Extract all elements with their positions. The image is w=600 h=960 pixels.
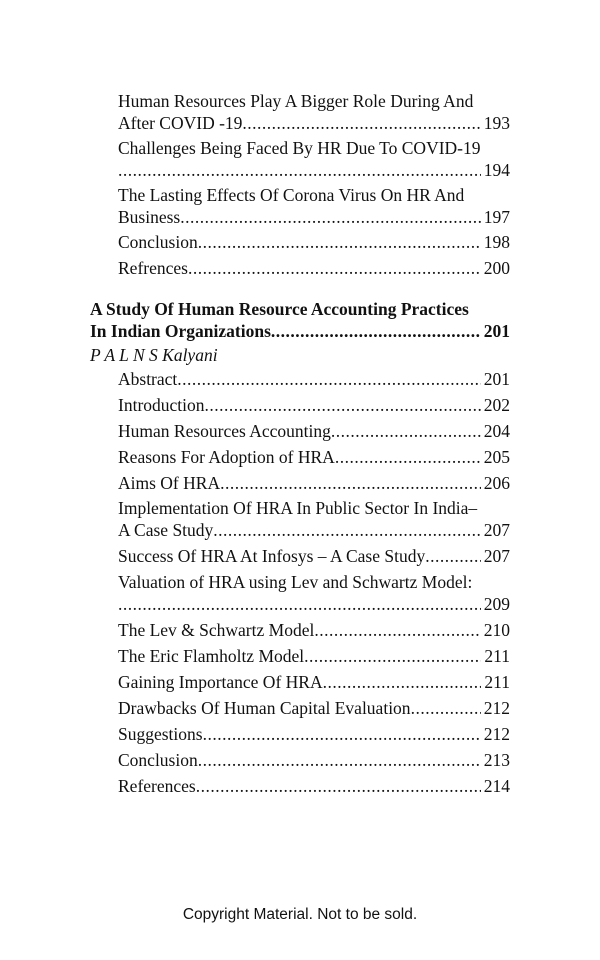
toc-entry[interactable] xyxy=(118,775,510,797)
dot-leader xyxy=(118,593,481,615)
dot-leader xyxy=(425,545,481,567)
toc-entry[interactable] xyxy=(118,545,510,567)
toc-entry[interactable] xyxy=(118,90,510,134)
toc-entry-title: Introduction xyxy=(118,395,205,415)
toc-page-number: 200 xyxy=(483,258,510,278)
toc-entry[interactable] xyxy=(118,671,510,693)
copyright-notice: Copyright Material. Not to be sold. xyxy=(182,906,418,923)
toc-entry[interactable] xyxy=(118,137,510,181)
toc-entry[interactable] xyxy=(118,697,510,719)
toc-page-number: 197 xyxy=(483,207,510,227)
toc-entry-title: Gaining Importance Of HRA xyxy=(118,672,323,692)
dot-leader xyxy=(118,159,481,181)
dot-leader xyxy=(304,645,481,667)
toc-entry-title: Drawbacks Of Human Capital Evaluation xyxy=(118,698,411,718)
toc-entry-title-line: Valuation of HRA using Lev and Schwartz Model: xyxy=(118,572,473,592)
toc-entry[interactable] xyxy=(118,472,510,494)
toc-page-number: 193 xyxy=(483,113,510,133)
toc-entry-title: Refrences xyxy=(118,258,188,278)
toc-entry-title-line: Challenges Being Faced By HR Due To COVID-19 xyxy=(118,138,481,158)
toc-entry-title: Abstract xyxy=(118,369,178,389)
toc-page-number: 213 xyxy=(483,750,510,770)
toc-page-number: 211 xyxy=(484,646,510,666)
dot-leader xyxy=(323,671,482,693)
toc-entry[interactable] xyxy=(118,394,510,416)
dot-leader xyxy=(198,749,481,771)
toc-entry-title: Success Of HRA At Infosys – A Case Study xyxy=(118,546,426,566)
dot-leader xyxy=(314,619,480,641)
toc-page-number: 207 xyxy=(483,520,510,540)
toc-entry-title: References xyxy=(118,776,196,796)
toc-entry[interactable] xyxy=(118,420,510,442)
toc-entry-title: Conclusion xyxy=(118,750,198,770)
toc-page-number: 204 xyxy=(483,421,510,441)
toc-entry[interactable] xyxy=(118,368,510,390)
toc-entry[interactable] xyxy=(118,723,510,745)
toc-page-number: 207 xyxy=(483,546,510,566)
toc-entry[interactable] xyxy=(118,184,510,228)
toc-page-number: 212 xyxy=(483,698,510,718)
toc-entry[interactable] xyxy=(118,749,510,771)
chapter-author: P A L N S Kalyani xyxy=(90,345,218,365)
toc-page-number: 212 xyxy=(483,724,510,744)
toc-entry[interactable] xyxy=(118,231,510,253)
chapter-page-number: 201 xyxy=(483,321,510,341)
dot-leader xyxy=(271,320,481,342)
dot-leader xyxy=(198,231,481,253)
toc-page-number: 198 xyxy=(483,232,510,252)
toc-entry-title: After COVID -19 xyxy=(118,113,243,133)
toc-entry[interactable] xyxy=(118,257,510,279)
dot-leader xyxy=(242,112,480,134)
toc-entry-title: Conclusion xyxy=(118,232,198,252)
dot-leader xyxy=(180,206,481,228)
toc-entry-title: Reasons For Adoption of HRA xyxy=(118,447,335,467)
toc-entry[interactable] xyxy=(118,571,510,615)
toc-entry-title-line: The Lasting Effects Of Corona Virus On HR And xyxy=(118,185,465,205)
dot-leader xyxy=(335,446,481,468)
dot-leader xyxy=(188,257,481,279)
toc-page-number: 209 xyxy=(483,594,510,614)
toc-entry-title: Suggestions xyxy=(118,724,203,744)
toc-entry-title-line: Human Resources Play A Bigger Role During And xyxy=(118,91,474,111)
dot-leader xyxy=(213,519,480,541)
dot-leader xyxy=(196,775,481,797)
toc-entry[interactable] xyxy=(118,446,510,468)
toc-page-number: 201 xyxy=(483,369,510,389)
toc-entry[interactable] xyxy=(118,619,510,641)
chapter-title: In Indian Organizations xyxy=(90,321,271,341)
toc-entry-title: Business xyxy=(118,207,181,227)
dot-leader xyxy=(203,723,481,745)
chapter-heading[interactable] xyxy=(90,298,510,342)
toc-entry[interactable] xyxy=(118,497,510,541)
toc-entry[interactable] xyxy=(118,645,510,667)
toc-page-number: 214 xyxy=(483,776,510,796)
toc-page-number: 205 xyxy=(483,447,510,467)
toc-entry-title: A Case Study xyxy=(118,520,214,540)
toc-entry-title: Aims Of HRA xyxy=(118,473,221,493)
chapter-title-line: A Study Of Human Resource Accounting Practices xyxy=(90,299,469,319)
dot-leader xyxy=(331,420,481,442)
toc-entry-title: The Lev & Schwartz Model xyxy=(118,620,315,640)
toc-page-number: 194 xyxy=(483,160,510,180)
dot-leader xyxy=(205,394,481,416)
toc-page-number: 211 xyxy=(484,672,510,692)
toc-page-number: 202 xyxy=(483,395,510,415)
toc-entry-title-line: Implementation Of HRA In Public Sector In India– xyxy=(118,498,478,518)
toc-page-number: 206 xyxy=(483,473,510,493)
toc-entry-title: Human Resources Accounting xyxy=(118,421,331,441)
dot-leader xyxy=(220,472,481,494)
dot-leader xyxy=(411,697,481,719)
toc-entry-title: The Eric Flamholtz Model xyxy=(118,646,305,666)
dot-leader xyxy=(177,368,480,390)
toc-page-number: 210 xyxy=(483,620,510,640)
